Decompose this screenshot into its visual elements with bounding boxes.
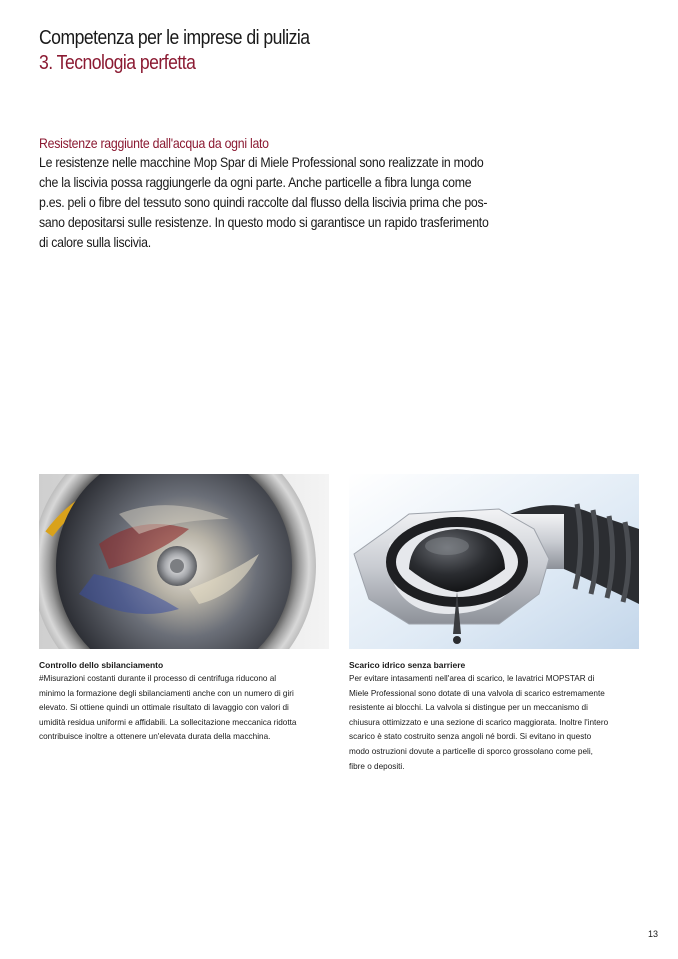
- right-caption-body: [349, 672, 641, 774]
- left-caption-line: elevato. Si ottiene quindi un ottimale risultato di lavaggio con valori di: [39, 703, 289, 713]
- right-caption-title: Scarico idrico senza barriere: [349, 660, 466, 670]
- left-caption-line: #Misurazioni costanti durante il processo di centrifuga riducono al: [39, 674, 277, 683]
- right-caption-line: resistente ai blocchi. La valvola si distingue per un meccanismo di: [349, 703, 588, 713]
- section-body-line: di calore sulla liscivia.: [39, 234, 151, 250]
- section-heading: Resistenze raggiunte dall'acqua da ogni lato: [39, 135, 269, 151]
- right-caption-line: chiusura ottimizzato e una sezione di scarico maggiorata. Inoltre l'intero: [349, 717, 609, 727]
- section-body: [39, 152, 532, 252]
- right-caption-line: fibre o depositi.: [349, 761, 405, 771]
- section-body-line: Le resistenze nelle macchine Mop Spar di Miele Professional sono realizzate in modo: [39, 154, 484, 170]
- right-caption-line: scarico è stato costruito senza angoli né bordi. Si evitano in questo: [349, 732, 592, 742]
- section-body-line: sano depositarsi sulle resistenze. In questo modo si garantisce un rapido trasferimento: [39, 214, 489, 230]
- right-caption-line: modo ostruzioni dovute a particelle di sporco grossolano come peli,: [349, 746, 593, 756]
- washing-drum-photo: [39, 474, 329, 649]
- page-title: Competenza per le imprese di pulizia: [39, 27, 310, 49]
- section-body-line: p.es. peli o fibre del tessuto sono quindi raccolte dal flusso della liscivia prima che pos-: [39, 194, 488, 210]
- page-number: 13: [648, 929, 659, 939]
- section-body-line: che la liscivia possa raggiungerle da ogni parte. Anche particelle a fibra lunga come: [39, 174, 472, 190]
- left-caption-title: Controllo dello sbilanciamento: [39, 660, 164, 670]
- drain-valve-photo: [349, 474, 639, 649]
- left-caption-line: contribuisce inoltre a ottenere un'elevata durata della macchina.: [39, 732, 271, 742]
- left-caption-body: [39, 672, 331, 745]
- left-caption-line: minimo la formazione degli sbilanciamenti anche con un numero di giri: [39, 688, 294, 698]
- right-caption-line: Per evitare intasamenti nell'area di scarico, le lavatrici MOPSTAR di: [349, 674, 595, 683]
- right-caption-line: Miele Professional sono dotate di una valvola di scarico estremamente: [349, 688, 605, 698]
- page-subtitle: 3. Tecnologia perfetta: [39, 52, 196, 74]
- left-caption-line: umidità residua uniformi e affidabili. La sollecitazione meccanica ridotta: [39, 717, 297, 727]
